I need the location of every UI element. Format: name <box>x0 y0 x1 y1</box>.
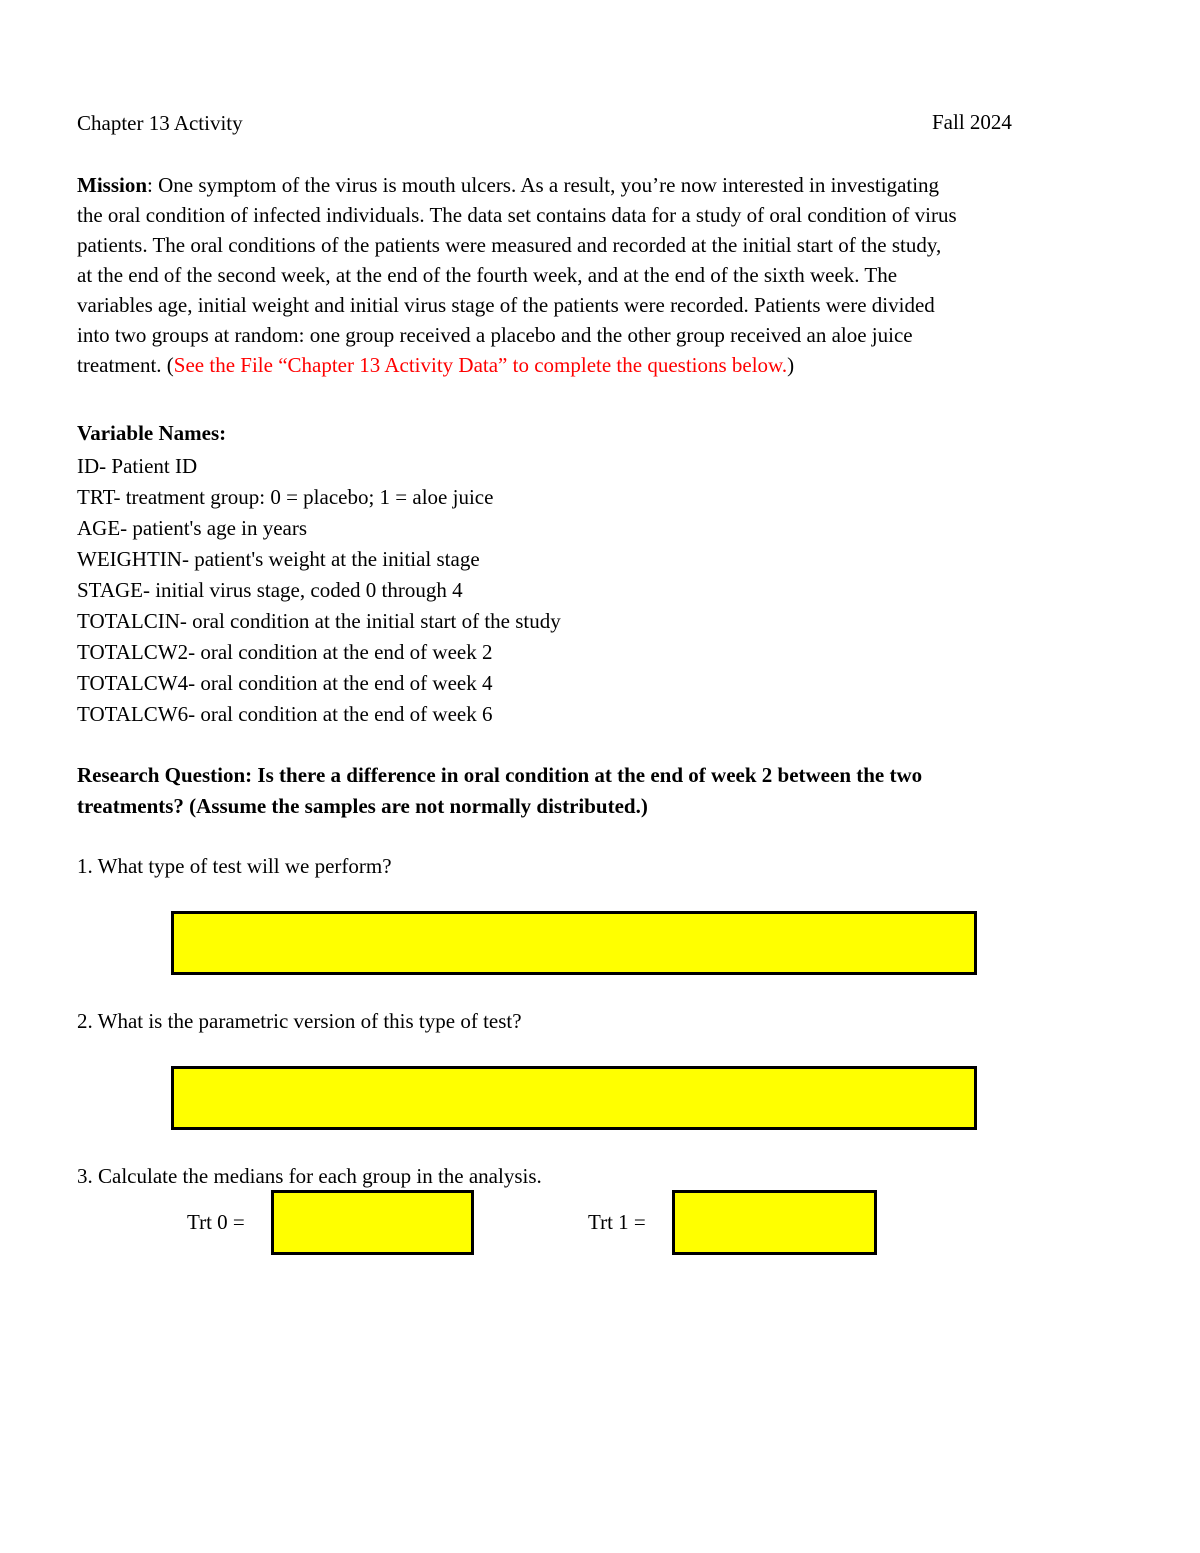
variable-item: TRT- treatment group: 0 = placebo; 1 = aloe juice <box>77 485 494 509</box>
mission-line-4: at the end of the second week, at the end of the fourth week, and at the end of the sixth week. The <box>77 263 898 287</box>
mission-label: Mission <box>77 173 148 197</box>
variable-item: TOTALCW2- oral condition at the end of week 2 <box>77 640 493 664</box>
answer-box-trt0-median[interactable] <box>271 1190 474 1255</box>
mission-line-3: patients. The oral conditions of the patients were measured and recorded at the initial start of the study, <box>77 233 942 257</box>
variable-names-heading: Variable Names: <box>77 421 227 445</box>
mission-line-7 <box>77 350 1077 380</box>
page-title: Chapter 13 Activity <box>77 111 243 135</box>
variable-item: STAGE- initial virus stage, coded 0 through 4 <box>77 578 463 602</box>
trt0-label: Trt 0 = <box>187 1210 245 1234</box>
variable-list <box>77 451 561 730</box>
mission-paragraph <box>77 170 1077 380</box>
trt1-label: Trt 1 = <box>588 1210 646 1234</box>
research-question-line-2: treatments? (Assume the samples are not normally distributed.) <box>77 794 648 818</box>
mission-text: : One symptom of the virus is mouth ulcers. As a result, you’re now interested in investigating <box>147 173 940 197</box>
question-2: 2. What is the parametric version of this type of test? <box>77 1009 522 1033</box>
variable-item: AGE- patient's age in years <box>77 516 308 540</box>
variable-item: TOTALCIN- oral condition at the initial start of the study <box>77 609 561 633</box>
variable-item: ID- Patient ID <box>77 454 198 478</box>
question-1: 1. What type of test will we perform? <box>77 854 392 878</box>
mission-line-2: the oral condition of infected individuals. The data set contains data for a study of oral condition of virus <box>77 203 957 227</box>
mission-line-6: into two groups at random: one group received a placebo and the other group received an aloe juice <box>77 323 913 347</box>
variable-item: TOTALCW6- oral condition at the end of week 6 <box>77 702 493 726</box>
answer-box-q2[interactable] <box>171 1066 977 1130</box>
mission-line-5: variables age, initial weight and initial virus stage of the patients were recorded. Patients were divided <box>77 293 935 317</box>
question-3: 3. Calculate the medians for each group in the analysis. <box>77 1164 542 1188</box>
answer-box-trt1-median[interactable] <box>672 1190 877 1255</box>
mission-line-1 <box>77 170 1077 200</box>
mission-last-end: ) <box>787 353 795 377</box>
answer-box-q1[interactable] <box>171 911 977 975</box>
data-file-instruction: See the File “Chapter 13 Activity Data” to complete the questions below. <box>173 353 788 377</box>
research-question <box>77 760 922 822</box>
research-question-line-1: Research Question: Is there a difference in oral condition at the end of week 2 between the two <box>77 763 923 787</box>
variable-item: TOTALCW4- oral condition at the end of week 4 <box>77 671 493 695</box>
term-label: Fall 2024 <box>932 110 1012 134</box>
mission-last-start: treatment. ( <box>77 353 174 377</box>
variable-item: WEIGHTIN- patient's weight at the initial stage <box>77 547 480 571</box>
